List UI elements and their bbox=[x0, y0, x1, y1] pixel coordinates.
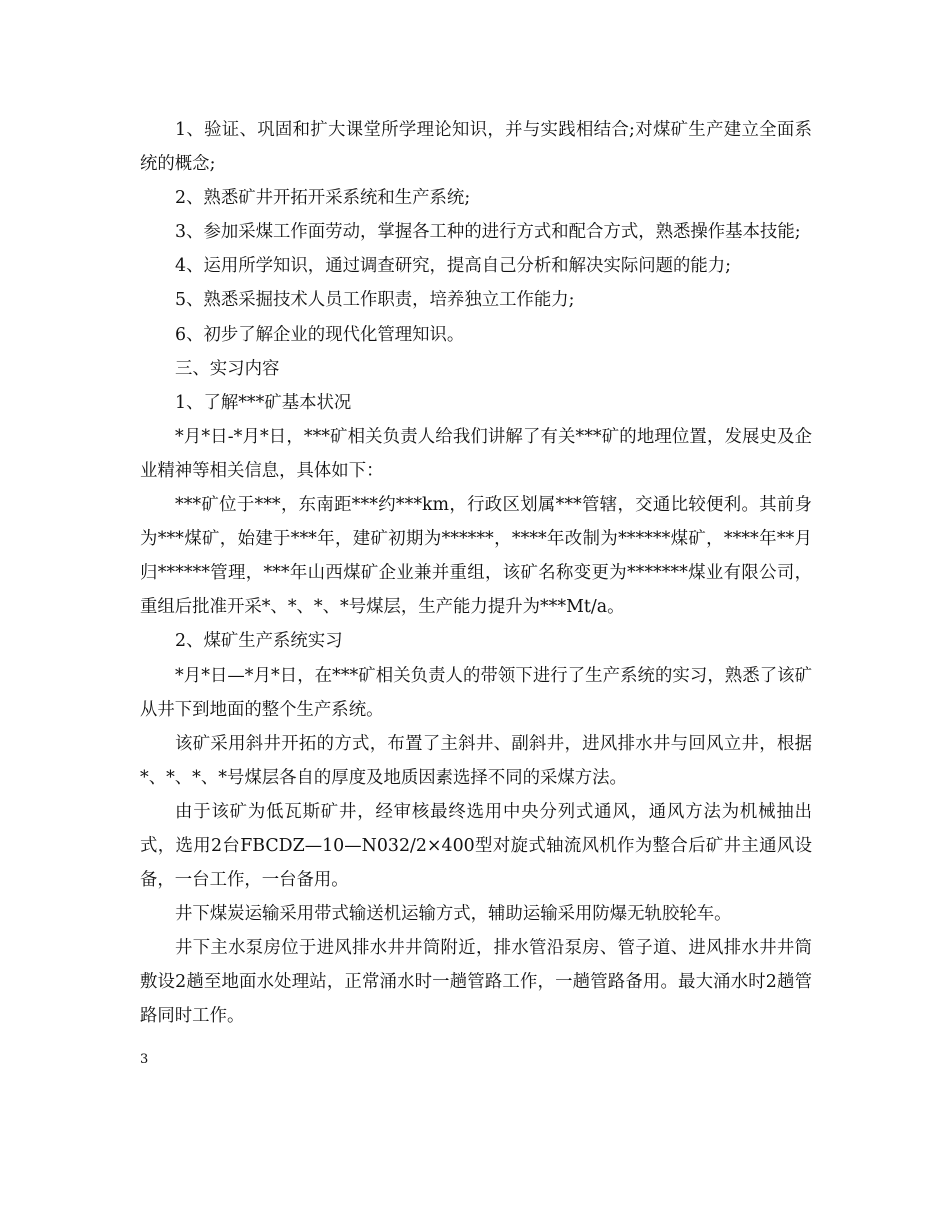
section-heading-internship-content: 三、实习内容 bbox=[175, 358, 280, 379]
paragraph-objective-5: 5、熟悉采掘技术人员工作职责，培养独立工作能力; bbox=[175, 290, 575, 311]
paragraph-objective-6: 6、初步了解企业的现代化管理知识。 bbox=[175, 324, 465, 345]
paragraph-mine-briefing: *月*日-*月*日，***矿相关负责人给我们讲解了有关***矿的地理位置，发展史及企业精神等相关信息，具体如下： bbox=[140, 426, 812, 481]
subsection-heading-mine-overview: 1、了解***矿基本状况 bbox=[175, 392, 352, 413]
paragraph-drainage: 井下主水泵房位于进风排水井井筒附近，排水管沿泵房、管子道、进风排水井井筒敷设2趟至地面水处理站，正常涌水时一趟管路工作，一趟管路备用。最大涌水时2趟管路同时工作。 bbox=[140, 938, 812, 1027]
subsection-heading-production-system: 2、煤矿生产系统实习 bbox=[175, 631, 343, 652]
paragraph-transport: 井下煤炭运输采用带式输送机运输方式，辅助运输采用防爆无轨胶轮车。 bbox=[175, 904, 732, 925]
document-body bbox=[140, 113, 812, 1034]
paragraph-ventilation: 由于该矿为低瓦斯矿井，经审核最终选用中央分列式通风，通风方法为机械抽出式，选用2台FBCDZ—10—N032/2×400型对旋式轴流风机作为整合后矿井主通风设备，一台工作，一台备用。 bbox=[140, 801, 812, 891]
paragraph-objective-1: 1、验证、巩固和扩大课堂所学理论知识，并与实践相结合;对煤矿生产建立全面系统的概念; bbox=[140, 120, 812, 175]
paragraph-objective-3: 3、参加采煤工作面劳动，掌握各工种的进行方式和配合方式，熟悉操作基本技能; bbox=[175, 222, 801, 243]
page-number: 3 bbox=[140, 1052, 149, 1067]
paragraph-production-tour: *月*日—*月*日，在***矿相关负责人的带领下进行了生产系统的实习，熟悉了该矿从井下到地面的整个生产系统。 bbox=[140, 665, 812, 720]
paragraph-objective-4: 4、运用所学知识，通过调查研究，提高自己分析和解决实际问题的能力; bbox=[175, 256, 732, 277]
paragraph-mine-details: ***矿位于***，东南距***约***km，行政区划属***管辖，交通比较便利。其前身为***煤矿，始建于***年，建矿初期为******，****年改制为******煤矿，****年**月归******管理，***年山西煤矿企业兼并重组，该矿名称变更为*******煤业有限公司，重组后批准开采*、*、*、*号煤层，生产能力提升为***Mt/a。 bbox=[140, 495, 812, 618]
paragraph-development-method: 该矿采用斜井开拓的方式，布置了主斜井、副斜井，进风排水井与回风立井，根据*、*、*、*号煤层各自的厚度及地质因素选择不同的采煤方法。 bbox=[140, 733, 812, 788]
paragraph-objective-2: 2、熟悉矿井开拓开采系统和生产系统; bbox=[175, 188, 471, 209]
